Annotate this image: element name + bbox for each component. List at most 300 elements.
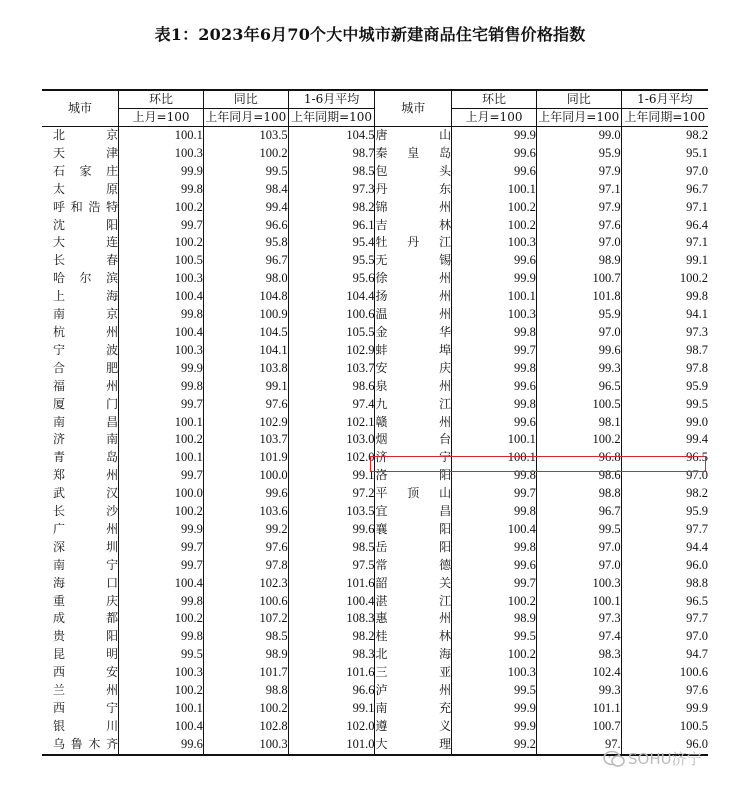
avg-cell: 98.2 bbox=[621, 485, 708, 503]
avg-cell: 96.1 bbox=[288, 217, 375, 235]
city-cell: 昆明 bbox=[53, 647, 119, 662]
avg-cell: 94.1 bbox=[621, 306, 708, 324]
avg-cell: 100.5 bbox=[621, 718, 708, 736]
table-row bbox=[42, 682, 708, 700]
mom-cell: 99.8 bbox=[119, 181, 204, 199]
mom-cell: 100.1 bbox=[119, 449, 204, 467]
avg-cell: 95.9 bbox=[621, 503, 708, 521]
city-cell: 深圳 bbox=[53, 539, 119, 554]
avg-cell: 98.2 bbox=[288, 199, 375, 217]
yoy-cell: 102.4 bbox=[536, 664, 621, 682]
yoy-cell: 96.6 bbox=[203, 217, 288, 235]
avg-cell: 98.2 bbox=[621, 127, 708, 145]
city-cell: 天津 bbox=[53, 145, 119, 160]
yoy-cell: 98.9 bbox=[203, 646, 288, 664]
city-cell: 济宁 bbox=[375, 449, 452, 467]
yoy-cell: 97.4 bbox=[536, 628, 621, 646]
mom-cell: 100.1 bbox=[119, 127, 204, 145]
city-cell: 杭州 bbox=[53, 324, 119, 339]
avg-cell: 97.4 bbox=[288, 396, 375, 414]
mom-cell: 99.5 bbox=[452, 682, 537, 700]
avg-cell: 97.3 bbox=[288, 181, 375, 199]
yoy-cell: 103.5 bbox=[203, 127, 288, 145]
table-row bbox=[42, 503, 708, 521]
avg-cell: 99.9 bbox=[621, 700, 708, 718]
yoy-cell: 100.3 bbox=[536, 575, 621, 593]
yoy-cell: 95.8 bbox=[203, 234, 288, 252]
mom-cell: 99.8 bbox=[452, 467, 537, 485]
avg-cell: 97.7 bbox=[621, 610, 708, 628]
city-cell: 银川 bbox=[53, 718, 119, 733]
yoy-cell: 98.8 bbox=[536, 485, 621, 503]
table-row bbox=[42, 610, 708, 628]
mom-cell: 100.2 bbox=[119, 503, 204, 521]
table-row bbox=[42, 252, 708, 270]
yoy-cell: 97.0 bbox=[536, 539, 621, 557]
table-row bbox=[42, 593, 708, 611]
mom-cell: 99.9 bbox=[452, 700, 537, 718]
city-cell: 无锡 bbox=[375, 252, 452, 270]
table-row bbox=[42, 575, 708, 593]
mom-cell: 100.1 bbox=[452, 449, 537, 467]
avg-cell: 96.6 bbox=[288, 682, 375, 700]
mom-cell: 100.3 bbox=[119, 270, 204, 288]
city-cell: 武汉 bbox=[53, 486, 119, 501]
avg-cell: 99.1 bbox=[621, 252, 708, 270]
avg-cell: 101.0 bbox=[288, 736, 375, 755]
yoy-cell: 97.1 bbox=[536, 181, 621, 199]
avg-cell: 98.8 bbox=[621, 575, 708, 593]
chat-bubble-icon bbox=[603, 749, 625, 769]
mom-cell: 100.1 bbox=[452, 181, 537, 199]
avg-cell: 103.7 bbox=[288, 360, 375, 378]
mom-cell: 100.2 bbox=[119, 682, 204, 700]
city-cell: 沈阳 bbox=[53, 217, 119, 232]
yoy-cell: 95.9 bbox=[536, 306, 621, 324]
header-mom-base-right: 上月=100 bbox=[452, 109, 537, 127]
city-cell: 惠州 bbox=[375, 610, 452, 628]
yoy-cell: 99.1 bbox=[203, 378, 288, 396]
yoy-cell: 97.0 bbox=[536, 557, 621, 575]
city-cell: 西安 bbox=[53, 665, 119, 680]
yoy-cell: 101.1 bbox=[536, 700, 621, 718]
city-cell: 锦州 bbox=[375, 199, 452, 217]
avg-cell: 97.0 bbox=[621, 163, 708, 181]
mom-cell: 99.2 bbox=[452, 736, 537, 755]
avg-cell: 97.5 bbox=[288, 557, 375, 575]
yoy-cell: 97. bbox=[536, 736, 621, 755]
yoy-cell: 97.9 bbox=[536, 199, 621, 217]
yoy-cell: 97.0 bbox=[536, 324, 621, 342]
mom-cell: 99.8 bbox=[119, 593, 204, 611]
mom-cell: 99.7 bbox=[452, 342, 537, 360]
yoy-cell: 102.3 bbox=[203, 575, 288, 593]
yoy-cell: 97.6 bbox=[203, 539, 288, 557]
city-cell: 襄阳 bbox=[375, 521, 452, 539]
table-row bbox=[42, 181, 708, 199]
avg-cell: 100.6 bbox=[621, 664, 708, 682]
mom-cell: 99.9 bbox=[119, 521, 204, 539]
yoy-cell: 103.7 bbox=[203, 431, 288, 449]
yoy-cell: 96.8 bbox=[536, 449, 621, 467]
mom-cell: 100.3 bbox=[452, 306, 537, 324]
city-cell: 重庆 bbox=[53, 593, 119, 608]
city-cell: 福州 bbox=[53, 378, 119, 393]
header-avg-left: 1-6月平均 bbox=[288, 90, 375, 109]
city-cell: 乌鲁木齐 bbox=[42, 736, 119, 755]
mom-cell: 100.2 bbox=[452, 646, 537, 664]
yoy-cell: 96.5 bbox=[536, 378, 621, 396]
avg-cell: 97.1 bbox=[621, 234, 708, 252]
watermark-text: SOHU济宁 bbox=[628, 750, 702, 768]
city-cell: 烟台 bbox=[375, 431, 452, 449]
table-row bbox=[42, 378, 708, 396]
avg-cell: 99.5 bbox=[621, 396, 708, 414]
mom-cell: 100.2 bbox=[452, 593, 537, 611]
avg-cell: 97.7 bbox=[621, 521, 708, 539]
mom-cell: 99.7 bbox=[119, 396, 204, 414]
yoy-cell: 96.7 bbox=[203, 252, 288, 270]
mom-cell: 100.5 bbox=[119, 252, 204, 270]
avg-cell: 99.4 bbox=[621, 431, 708, 449]
city-cell: 太原 bbox=[53, 181, 119, 196]
mom-cell: 100.2 bbox=[119, 234, 204, 252]
table-row bbox=[42, 485, 708, 503]
yoy-cell: 104.5 bbox=[203, 324, 288, 342]
table-row bbox=[42, 360, 708, 378]
city-cell: 湛江 bbox=[375, 593, 452, 611]
mom-cell: 100.0 bbox=[119, 485, 204, 503]
yoy-cell: 100.1 bbox=[536, 593, 621, 611]
avg-cell: 101.6 bbox=[288, 575, 375, 593]
mom-cell: 99.7 bbox=[452, 485, 537, 503]
yoy-cell: 98.0 bbox=[203, 270, 288, 288]
city-cell: 大连 bbox=[53, 235, 119, 250]
mom-cell: 100.3 bbox=[452, 664, 537, 682]
table-row bbox=[42, 342, 708, 360]
city-cell: 长沙 bbox=[53, 504, 119, 519]
city-cell: 北海 bbox=[375, 646, 452, 664]
avg-cell: 97.0 bbox=[621, 628, 708, 646]
avg-cell: 98.3 bbox=[288, 646, 375, 664]
yoy-cell: 101.8 bbox=[536, 288, 621, 306]
table-row bbox=[42, 700, 708, 718]
mom-cell: 99.8 bbox=[452, 396, 537, 414]
city-cell: 泉州 bbox=[375, 378, 452, 396]
table-row bbox=[42, 217, 708, 235]
table-row bbox=[42, 145, 708, 163]
city-cell: 北京 bbox=[53, 128, 119, 142]
city-cell: 遵义 bbox=[375, 718, 452, 736]
city-cell: 大理 bbox=[375, 736, 452, 755]
avg-cell: 102.0 bbox=[288, 718, 375, 736]
avg-cell: 96.0 bbox=[621, 736, 708, 755]
header-avg-right: 1-6月平均 bbox=[621, 90, 708, 109]
avg-cell: 99.6 bbox=[288, 521, 375, 539]
avg-cell: 103.5 bbox=[288, 503, 375, 521]
avg-cell: 102.1 bbox=[288, 414, 375, 432]
yoy-cell: 101.7 bbox=[203, 664, 288, 682]
yoy-cell: 97.9 bbox=[536, 163, 621, 181]
yoy-cell: 97.8 bbox=[203, 557, 288, 575]
city-cell: 金华 bbox=[375, 324, 452, 342]
yoy-cell: 99.5 bbox=[203, 163, 288, 181]
yoy-cell: 100.2 bbox=[203, 700, 288, 718]
mom-cell: 99.8 bbox=[119, 378, 204, 396]
avg-cell: 94.7 bbox=[621, 646, 708, 664]
avg-cell: 99.0 bbox=[621, 414, 708, 432]
avg-cell: 96.5 bbox=[621, 449, 708, 467]
avg-cell: 99.1 bbox=[288, 700, 375, 718]
mom-cell: 100.4 bbox=[452, 521, 537, 539]
avg-cell: 102.0 bbox=[288, 449, 375, 467]
table-row bbox=[42, 396, 708, 414]
mom-cell: 99.8 bbox=[452, 324, 537, 342]
yoy-cell: 98.9 bbox=[536, 252, 621, 270]
table-row bbox=[42, 718, 708, 736]
yoy-cell: 107.2 bbox=[203, 610, 288, 628]
yoy-cell: 98.5 bbox=[203, 628, 288, 646]
mom-cell: 99.9 bbox=[452, 127, 537, 145]
table-row bbox=[42, 628, 708, 646]
yoy-cell: 99.2 bbox=[203, 521, 288, 539]
city-cell: 南宁 bbox=[53, 557, 119, 572]
avg-cell: 95.6 bbox=[288, 270, 375, 288]
avg-cell: 98.6 bbox=[288, 378, 375, 396]
city-cell: 西宁 bbox=[53, 701, 119, 715]
table-row bbox=[42, 199, 708, 217]
city-cell: 安庆 bbox=[375, 360, 452, 378]
yoy-cell: 102.8 bbox=[203, 718, 288, 736]
city-cell: 南京 bbox=[53, 307, 119, 322]
city-cell: 九江 bbox=[375, 396, 452, 414]
city-cell: 厦门 bbox=[53, 396, 119, 411]
mom-cell: 100.2 bbox=[452, 217, 537, 235]
city-cell: 平顶山 bbox=[375, 485, 452, 503]
city-cell: 泸州 bbox=[375, 682, 452, 700]
header-mom-base-left: 上月=100 bbox=[119, 109, 204, 127]
city-cell: 温州 bbox=[375, 306, 452, 324]
mom-cell: 99.7 bbox=[119, 467, 204, 485]
city-cell: 南充 bbox=[375, 700, 452, 718]
mom-cell: 100.1 bbox=[119, 700, 204, 718]
mom-cell: 99.9 bbox=[119, 163, 204, 181]
table-row bbox=[42, 270, 708, 288]
city-cell: 成都 bbox=[53, 611, 119, 626]
table-row bbox=[42, 557, 708, 575]
city-cell: 贵阳 bbox=[53, 629, 119, 644]
avg-cell: 95.1 bbox=[621, 145, 708, 163]
city-cell: 哈尔滨 bbox=[53, 271, 119, 286]
avg-cell: 97.0 bbox=[621, 467, 708, 485]
mom-cell: 99.8 bbox=[119, 306, 204, 324]
mom-cell: 100.4 bbox=[119, 575, 204, 593]
mom-cell: 100.1 bbox=[452, 431, 537, 449]
avg-cell: 105.5 bbox=[288, 324, 375, 342]
city-cell: 韶关 bbox=[375, 575, 452, 593]
city-cell: 丹东 bbox=[375, 181, 452, 199]
mom-cell: 100.3 bbox=[452, 234, 537, 252]
header-avg-base-left: 上年同期=100 bbox=[288, 109, 375, 127]
city-cell: 牡丹江 bbox=[375, 234, 452, 252]
mom-cell: 99.9 bbox=[452, 270, 537, 288]
city-cell: 桂林 bbox=[375, 628, 452, 646]
city-cell: 徐州 bbox=[375, 270, 452, 288]
city-cell: 南昌 bbox=[53, 414, 119, 429]
mom-cell: 99.6 bbox=[452, 252, 537, 270]
avg-cell: 102.9 bbox=[288, 342, 375, 360]
table-row bbox=[42, 234, 708, 252]
city-cell: 广州 bbox=[53, 521, 119, 536]
avg-cell: 108.3 bbox=[288, 610, 375, 628]
avg-cell: 101.6 bbox=[288, 664, 375, 682]
mom-cell: 100.4 bbox=[119, 288, 204, 306]
mom-cell: 99.8 bbox=[452, 503, 537, 521]
avg-cell: 100.2 bbox=[621, 270, 708, 288]
city-cell: 长春 bbox=[53, 253, 119, 268]
city-cell: 宁波 bbox=[53, 342, 119, 357]
yoy-cell: 100.2 bbox=[536, 431, 621, 449]
avg-cell: 95.5 bbox=[288, 252, 375, 270]
avg-cell: 97.1 bbox=[621, 199, 708, 217]
avg-cell: 95.9 bbox=[621, 378, 708, 396]
yoy-cell: 104.1 bbox=[203, 342, 288, 360]
avg-cell: 100.6 bbox=[288, 306, 375, 324]
header-yoy-base-right: 上年同月=100 bbox=[536, 109, 621, 127]
yoy-cell: 100.6 bbox=[203, 593, 288, 611]
yoy-cell: 103.8 bbox=[203, 360, 288, 378]
watermark bbox=[603, 748, 702, 769]
yoy-cell: 99.3 bbox=[536, 360, 621, 378]
yoy-cell: 99.6 bbox=[536, 342, 621, 360]
city-cell: 宜昌 bbox=[375, 503, 452, 521]
yoy-cell: 98.3 bbox=[536, 646, 621, 664]
yoy-cell: 97.0 bbox=[536, 234, 621, 252]
mom-cell: 100.1 bbox=[452, 288, 537, 306]
table-row bbox=[42, 163, 708, 181]
table-title: 表1：2023年6月70个大中城市新建商品住宅销售价格指数 bbox=[154, 25, 586, 44]
mom-cell: 100.3 bbox=[119, 145, 204, 163]
yoy-cell: 100.7 bbox=[536, 718, 621, 736]
table-row bbox=[42, 324, 708, 342]
mom-cell: 99.8 bbox=[452, 539, 537, 557]
header-mom-left: 环比 bbox=[119, 90, 204, 109]
city-cell: 兰州 bbox=[53, 683, 119, 698]
mom-cell: 99.7 bbox=[119, 539, 204, 557]
avg-cell: 98.5 bbox=[288, 539, 375, 557]
mom-cell: 100.2 bbox=[452, 199, 537, 217]
mom-cell: 99.7 bbox=[119, 557, 204, 575]
yoy-cell: 98.1 bbox=[536, 414, 621, 432]
yoy-cell: 100.3 bbox=[203, 736, 288, 755]
city-cell: 秦皇岛 bbox=[375, 145, 452, 163]
yoy-cell: 99.0 bbox=[536, 127, 621, 145]
yoy-cell: 99.3 bbox=[536, 682, 621, 700]
avg-cell: 100.4 bbox=[288, 593, 375, 611]
avg-cell: 96.7 bbox=[621, 181, 708, 199]
avg-cell: 96.4 bbox=[621, 217, 708, 235]
avg-cell: 98.7 bbox=[621, 342, 708, 360]
mom-cell: 99.5 bbox=[119, 646, 204, 664]
mom-cell: 99.6 bbox=[452, 414, 537, 432]
yoy-cell: 104.8 bbox=[203, 288, 288, 306]
avg-cell: 97.2 bbox=[288, 485, 375, 503]
city-cell: 常德 bbox=[375, 557, 452, 575]
yoy-cell: 98.4 bbox=[203, 181, 288, 199]
avg-cell: 98.7 bbox=[288, 145, 375, 163]
header-city-right: 城市 bbox=[375, 90, 452, 127]
avg-cell: 96.0 bbox=[621, 557, 708, 575]
yoy-cell: 100.9 bbox=[203, 306, 288, 324]
mom-cell: 100.3 bbox=[119, 342, 204, 360]
city-cell: 三亚 bbox=[375, 664, 452, 682]
avg-cell: 97.8 bbox=[621, 360, 708, 378]
city-cell: 郑州 bbox=[53, 468, 119, 483]
table-row bbox=[42, 539, 708, 557]
city-cell: 包头 bbox=[375, 163, 452, 181]
mom-cell: 99.5 bbox=[452, 628, 537, 646]
table-row bbox=[42, 431, 708, 449]
mom-cell: 99.9 bbox=[452, 718, 537, 736]
mom-cell: 99.6 bbox=[119, 736, 204, 755]
avg-cell: 97.3 bbox=[621, 324, 708, 342]
yoy-cell: 100.2 bbox=[203, 145, 288, 163]
highlight-box-jining bbox=[370, 456, 706, 472]
city-cell: 济南 bbox=[53, 432, 119, 447]
avg-cell: 99.1 bbox=[288, 467, 375, 485]
city-cell: 吉林 bbox=[375, 217, 452, 235]
yoy-cell: 103.6 bbox=[203, 503, 288, 521]
mom-cell: 100.2 bbox=[119, 199, 204, 217]
mom-cell: 99.7 bbox=[119, 217, 204, 235]
avg-cell: 98.2 bbox=[288, 628, 375, 646]
city-cell: 蚌埠 bbox=[375, 342, 452, 360]
avg-cell: 96.5 bbox=[621, 593, 708, 611]
mom-cell: 100.1 bbox=[119, 414, 204, 432]
mom-cell: 100.4 bbox=[119, 324, 204, 342]
mom-cell: 100.4 bbox=[119, 718, 204, 736]
avg-cell: 99.8 bbox=[621, 288, 708, 306]
city-cell: 上海 bbox=[53, 289, 119, 304]
header-city-left: 城市 bbox=[42, 90, 119, 127]
city-cell: 呼和浩特 bbox=[53, 199, 119, 214]
mom-cell: 99.7 bbox=[452, 575, 537, 593]
mom-cell: 99.6 bbox=[452, 557, 537, 575]
yoy-cell: 99.4 bbox=[203, 199, 288, 217]
header-yoy-left: 同比 bbox=[203, 90, 288, 109]
table-row bbox=[42, 288, 708, 306]
yoy-cell: 100.0 bbox=[203, 467, 288, 485]
table-row bbox=[42, 127, 708, 145]
city-cell: 石家庄 bbox=[53, 163, 119, 178]
table-row bbox=[42, 521, 708, 539]
yoy-cell: 97.6 bbox=[203, 396, 288, 414]
header-yoy-right: 同比 bbox=[536, 90, 621, 109]
header-yoy-base-left: 上年同月=100 bbox=[203, 109, 288, 127]
yoy-cell: 99.5 bbox=[536, 521, 621, 539]
avg-cell: 95.4 bbox=[288, 234, 375, 252]
yoy-cell: 100.5 bbox=[536, 396, 621, 414]
city-cell: 唐山 bbox=[375, 127, 452, 145]
price-index-table bbox=[42, 89, 708, 756]
avg-cell: 104.5 bbox=[288, 127, 375, 145]
city-cell: 扬州 bbox=[375, 288, 452, 306]
mom-cell: 100.2 bbox=[119, 610, 204, 628]
city-cell: 岳阳 bbox=[375, 539, 452, 557]
yoy-cell: 98.6 bbox=[536, 467, 621, 485]
header-avg-base-right: 上年同期=100 bbox=[621, 109, 708, 127]
mom-cell: 99.8 bbox=[119, 628, 204, 646]
